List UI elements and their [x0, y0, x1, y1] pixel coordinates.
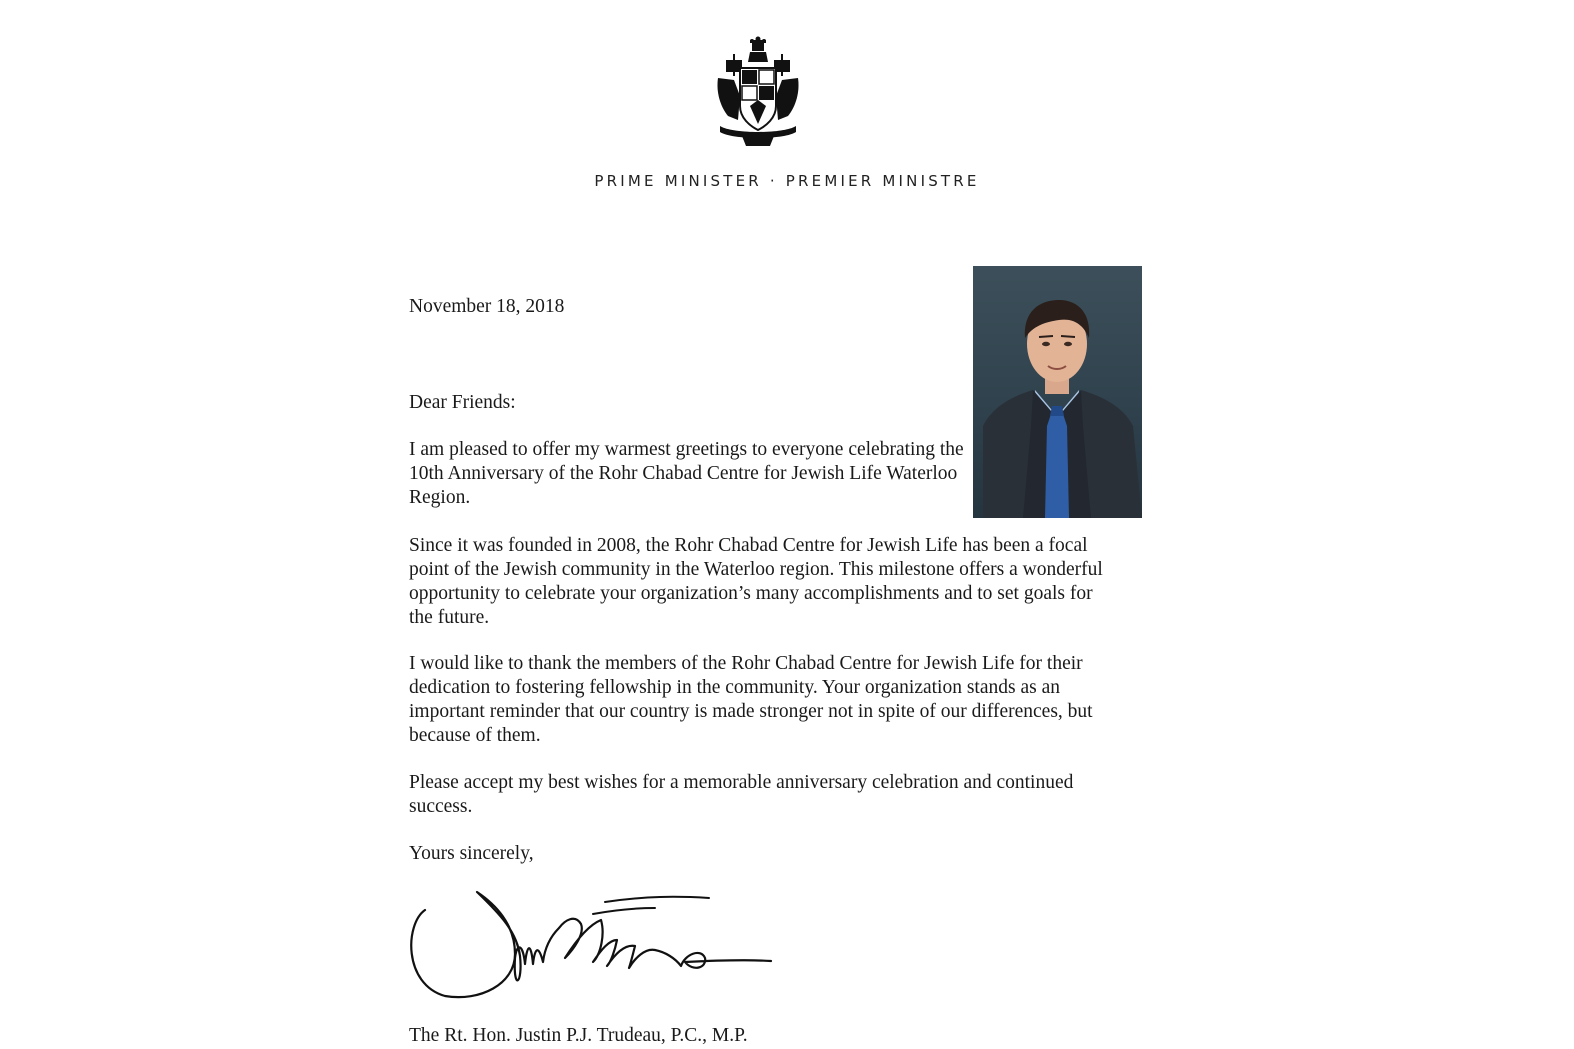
letter-date: November 18, 2018: [409, 296, 565, 317]
portrait-photo: [973, 266, 1142, 518]
paragraph: I am pleased to offer my warmest greetings to everyone celebrating the 10th Anniversary of the Rohr Chabad Centre for Jewish Life Waterloo Region.: [409, 439, 964, 508]
letterhead-title: PRIME MINISTER · PREMIER MINISTRE: [594, 172, 980, 190]
signature: [405, 884, 777, 1004]
coat-of-arms-icon: [712, 36, 804, 148]
paragraph: I would like to thank the members of the Rohr Chabad Centre for Jewish Life for their dedication to fostering fellowship in the community. Your organization stands as an important reminder that our country is made stronger not in spite of our differences, but because of them.: [409, 653, 1093, 746]
paragraph: Please accept my best wishes for a memorable anniversary celebration and continued success.: [409, 772, 1074, 817]
salutation: Dear Friends:: [409, 392, 516, 413]
closing: Yours sincerely,: [409, 843, 534, 864]
paragraph: Since it was founded in 2008, the Rohr Chabad Centre for Jewish Life has been a focal point of the Jewish community in the Waterloo region. This milestone offers a wonderful opportunity to celebrate your organization’s many accomplishments and to set goals for the future.: [409, 535, 1103, 628]
signer-name: The Rt. Hon. Justin P.J. Trudeau, P.C., M.P.: [409, 1025, 748, 1046]
